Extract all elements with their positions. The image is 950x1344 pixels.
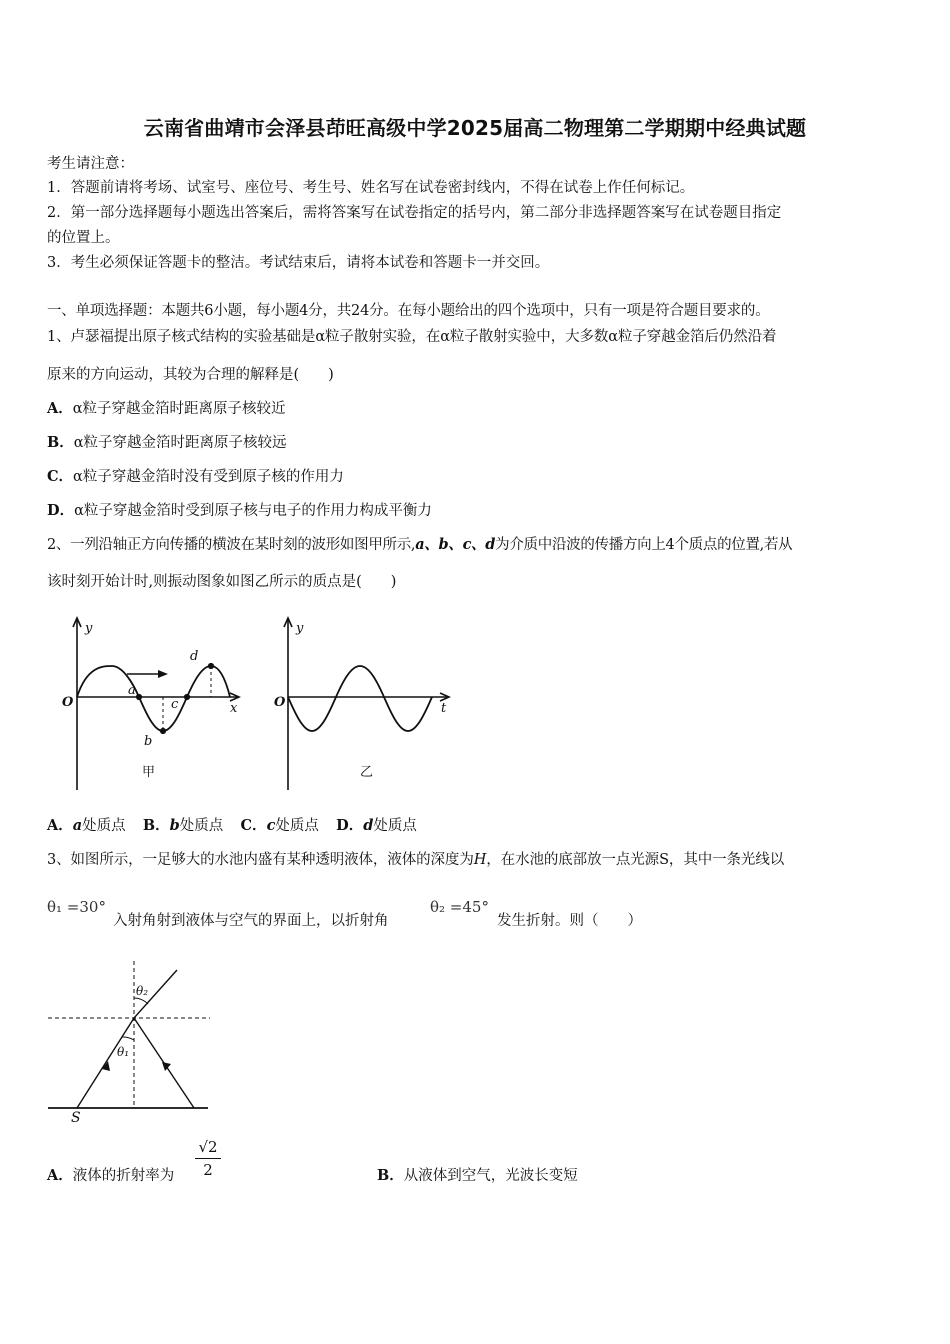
option-label: B． [377,1167,404,1184]
q1-option-a [47,399,286,419]
option-text: α粒子穿越金箔时没有受到原子核的作用力 [73,469,344,485]
option-label: D． [47,502,75,519]
theta2-formula: θ₂ =45° [430,898,489,916]
yi-x-label: t [441,701,447,716]
q2-stem-vars: a、b、c、d [415,536,496,553]
q2-stem-line1 [47,535,792,555]
option-text: 处质点 [275,818,319,834]
incident-ray [77,1018,134,1108]
q2-stem-part2: 为介质中沿波的传播方向上4个质点的位置,若从 [495,537,793,553]
label-d: d [190,649,199,664]
reflected-arrowhead [162,1062,171,1071]
option-var: a [72,817,83,834]
point-c [185,695,190,700]
notice-item-2-cont: 的位置上。 [47,230,120,246]
notice-item-2: 2．第一部分选择题每小题选出答案后，需将答案写在试卷指定的括号内，第二部分非选择题答案写在试卷题目指定 [47,205,782,221]
option-label: A． [47,817,73,834]
option-text: α粒子穿越金箔时距离原子核较远 [73,435,287,451]
fraction-numerator: √2 [195,1138,221,1159]
jia-y-label: y [85,621,93,636]
q3-option-a [47,1166,174,1186]
option-label: B． [47,434,74,451]
label-a: a [128,683,136,698]
label-b: b [144,734,153,749]
angle1-arc [122,1037,134,1040]
yi-origin-label: O [274,695,286,710]
page-title: 云南省曲靖市会泽县茚旺高级中学2025届高二物理第二学期期中经典试题 [143,116,807,140]
point-a [137,695,142,700]
q1-option-b [47,433,287,453]
point-d [209,664,214,669]
q1-stem-line2: 原来的方向运动，其较为合理的解释是( ) [47,367,334,383]
option-text: α粒子穿越金箔时受到原子核与电子的作用力构成平衡力 [74,503,432,519]
notice-item-3: 3．考生必须保证答题卡的整洁。考试结束后，请将本试卷和答题卡一并交回。 [47,255,550,271]
section1-heading: 一、单项选择题：本题共6小题，每小题4分，共24分。在每小题给出的四个选项中，只有一项是符合题目要求的。 [47,303,770,319]
option-text: α粒子穿越金箔时距离原子核较近 [72,401,286,417]
q1-stem-line1: 1、卢瑟福提出原子核式结构的实验基础是α粒子散射实验，在α粒子散射实验中，大多数α粒子穿越金箔后仍然沿着 [47,329,777,345]
option-label: C． [240,817,267,834]
option-var: c [266,817,276,834]
angle1-label: θ₁ [117,1045,130,1059]
option-text: 处质点 [179,818,224,834]
option-var: b [169,817,180,834]
direction-arrowhead [158,670,168,678]
q1-option-d [47,501,432,521]
q2-options [47,816,417,836]
wave-curve-jia [77,666,230,731]
source-label: S [71,1110,81,1126]
q3-var-h: H [473,852,487,868]
option-label: B． [142,817,170,834]
yi-y-label: y [296,621,304,636]
q3-stem-line1 [47,850,784,870]
wave-figures [60,612,460,802]
fraction-denominator: 2 [203,1161,213,1179]
figure-jia [73,618,239,790]
q3-stem-part1: 3、如图所示，一足够大的水池内盛有某种透明液体，液体的深度为 [47,852,474,868]
jia-caption: 甲 [142,765,156,780]
option-text: 处质点 [82,818,126,834]
option-label: A． [47,1167,73,1184]
label-c: c [171,697,179,712]
theta1-formula: θ₁ =30° [47,898,106,916]
option-text: 从液体到空气，光波长变短 [403,1168,578,1184]
q2-stem-line2: 该时刻开始计时,则振动图象如图乙所示的质点是( ) [47,574,397,590]
q3-stem-mid2: 发生折射。则（ ） [497,913,642,929]
option-label: A． [47,400,73,417]
jia-origin-label: O [62,695,74,710]
yi-caption: 乙 [360,765,374,780]
option-var: d [363,817,374,834]
wave-curve-yi [288,666,432,731]
jia-x-label: x [230,701,238,716]
q3-option-b [377,1166,578,1186]
option-label: D． [336,817,364,834]
option-text: 液体的折射率为 [72,1168,175,1184]
notice-heading: 考生请注意： [47,156,134,172]
refractive-index-fraction [195,1138,221,1179]
option-text: 处质点 [373,818,417,834]
notice-item-1: 1．答题前请将考场、试室号、座位号、考生号、姓名写在试卷密封线内，不得在试卷上作任何标记。 [47,180,695,196]
q1-option-c [47,467,344,487]
q3-stem-mid1: 入射角射到液体与空气的界面上，以折射角 [113,913,389,929]
option-label: C． [47,468,74,485]
point-b [161,729,166,734]
angle2-label: θ₂ [136,984,149,998]
q2-stem-part1: 2、一列沿轴正方向传播的横波在某时刻的波形如图甲所示, [47,537,416,553]
q3-stem-part2: ，在水池的底部放一点光源S，其中一条光线以 [486,852,785,868]
angle2-arc [134,998,148,1004]
refraction-figure [44,958,216,1128]
